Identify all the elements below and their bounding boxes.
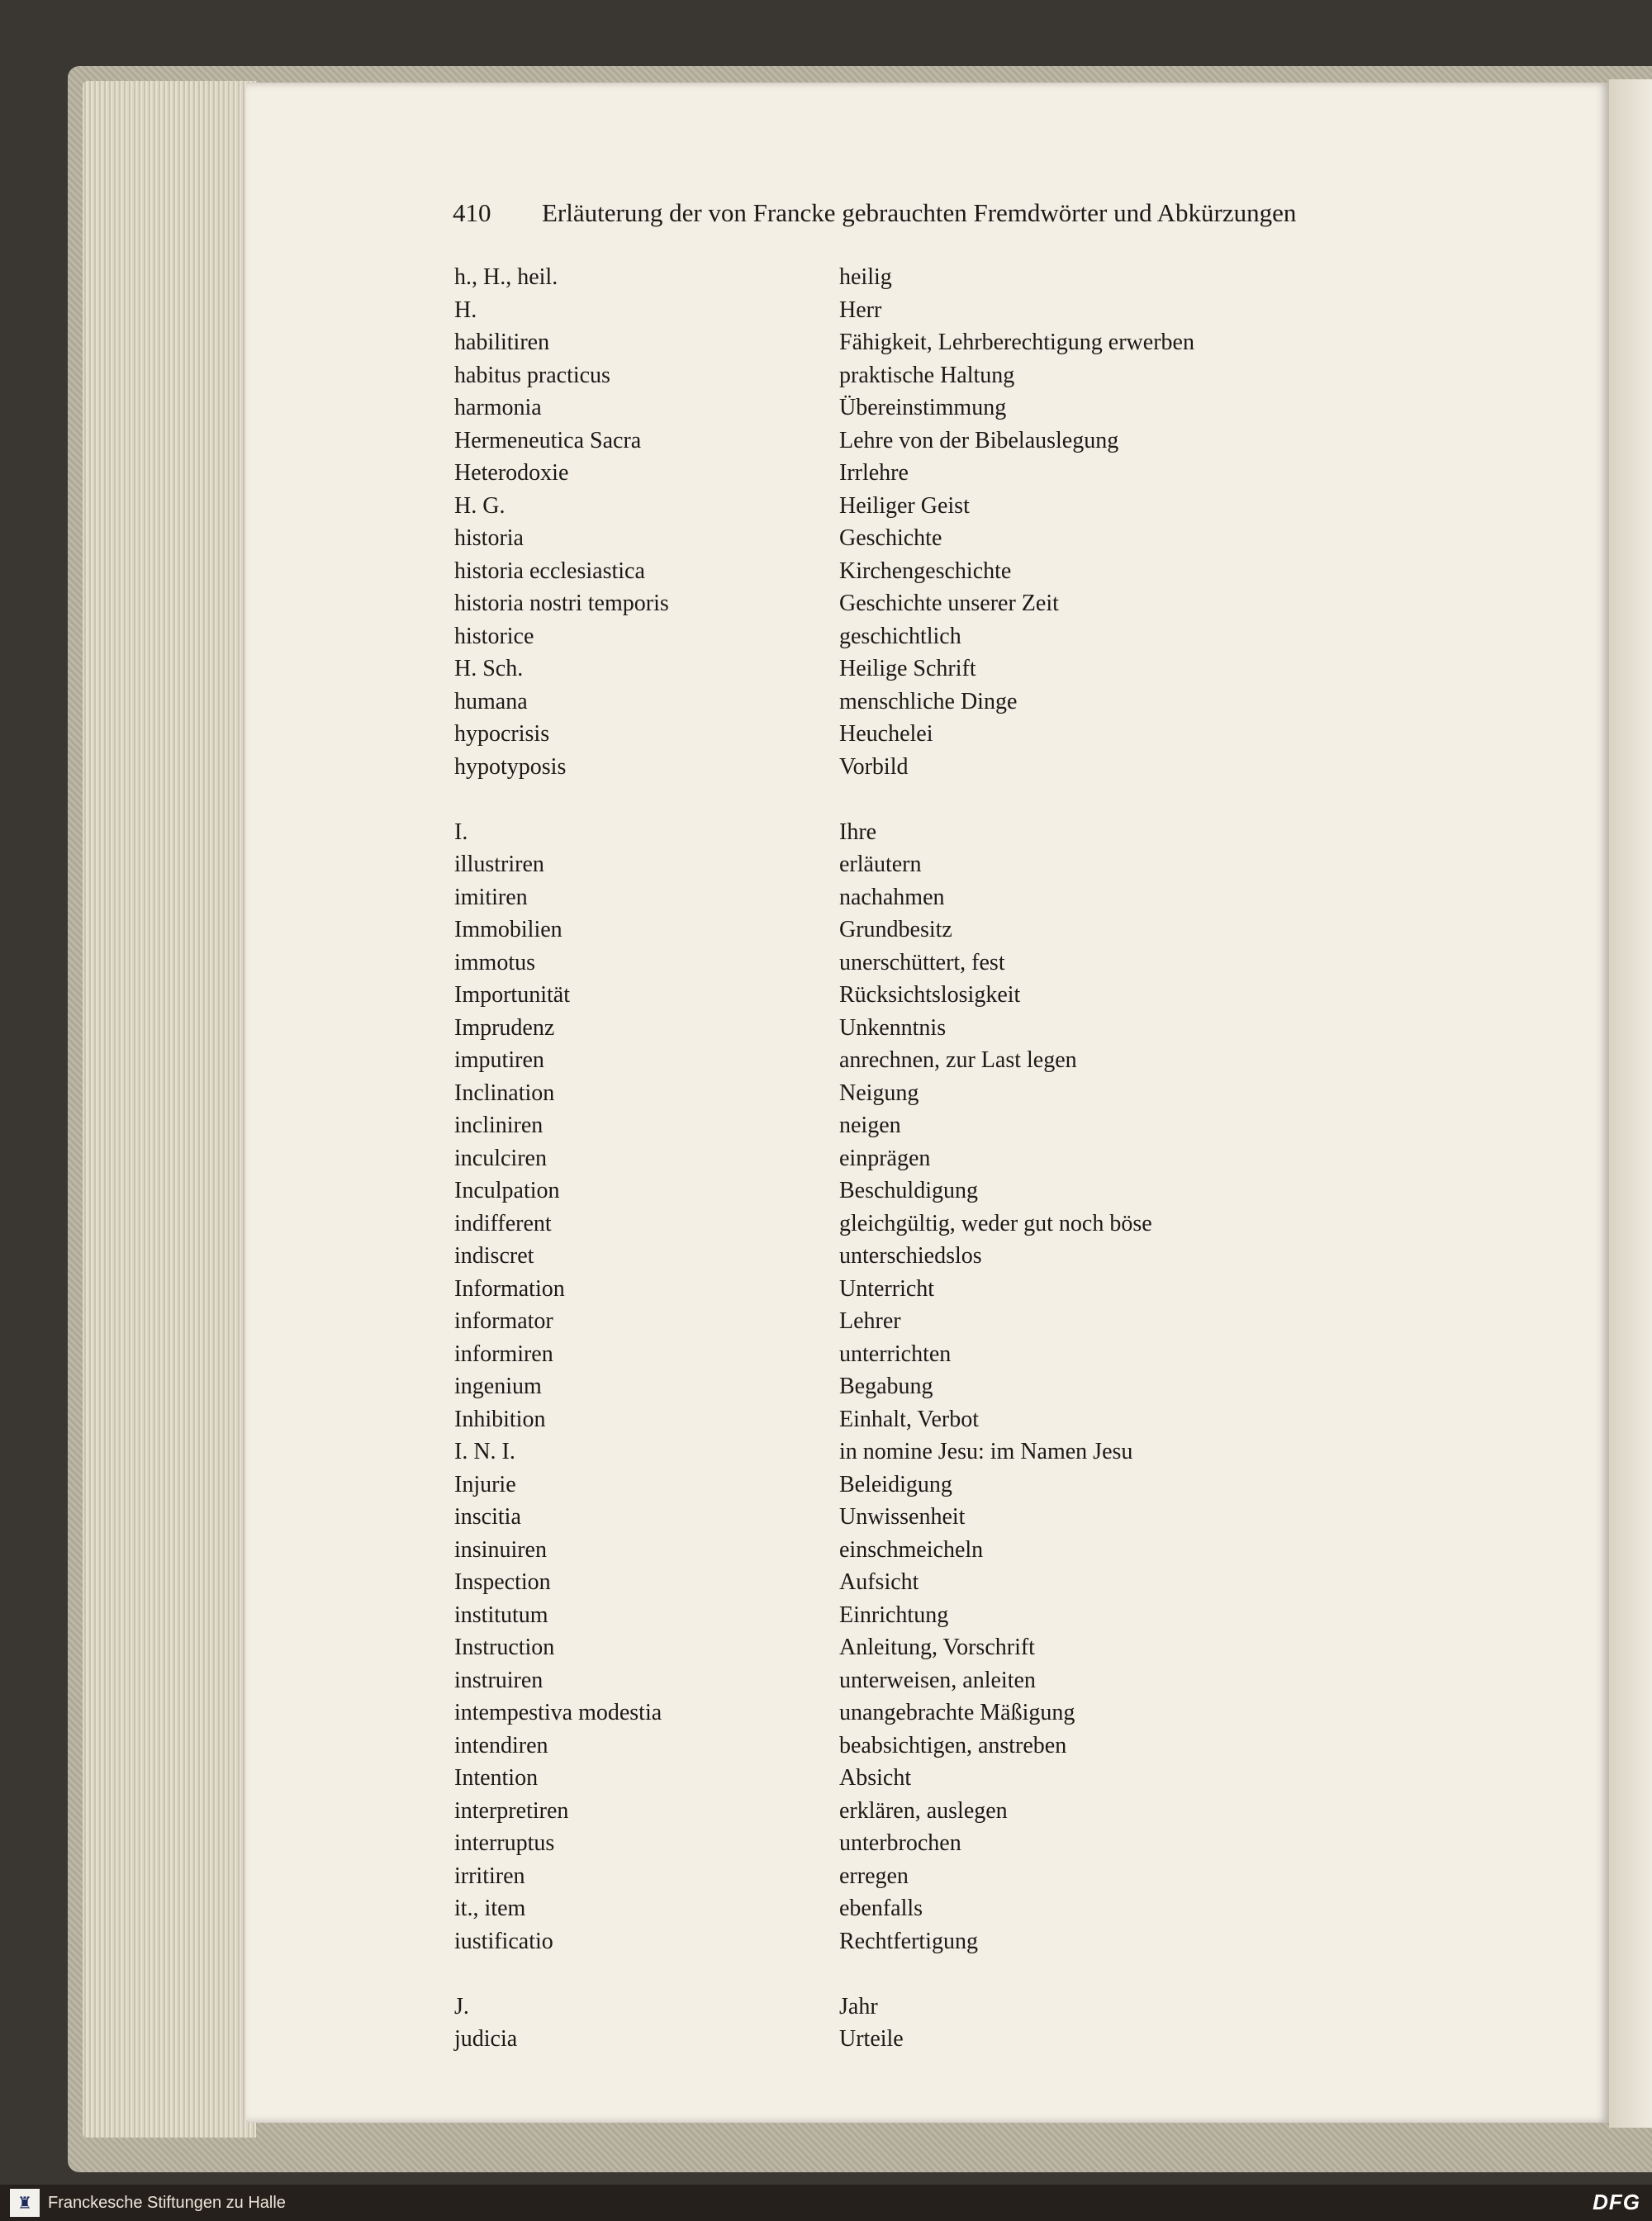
glossary-entry: [454, 363, 1446, 396]
glossary-entry: [454, 1863, 1446, 1896]
glossary-definition: Absicht: [839, 1765, 912, 1791]
glossary-entry: [454, 1896, 1446, 1929]
glossary-definition: unterbrochen: [839, 1830, 961, 1856]
glossary-definition: geschichtlich: [839, 624, 961, 649]
glossary-term: historice: [454, 624, 534, 649]
glossary-definition: Einrichtung: [839, 1602, 949, 1628]
glossary-term: I. N. I.: [454, 1439, 515, 1464]
glossary-definition: Unwissenheit: [839, 1504, 966, 1530]
glossary-entry: [454, 1308, 1446, 1341]
glossary-entry: [454, 885, 1446, 918]
glossary-term: irritiren: [454, 1863, 525, 1889]
glossary-definition: Ihre: [839, 819, 877, 845]
glossary-definition: Rechtfertigung: [839, 1929, 978, 1954]
glossary-term: habitus practicus: [454, 363, 610, 388]
glossary-definition: unterschiedslos: [839, 1243, 982, 1269]
glossary-entry: [454, 917, 1446, 950]
glossary-definition: Beleidigung: [839, 1472, 952, 1497]
glossary-entry: [454, 460, 1446, 493]
glossary-definition: einschmeicheln: [839, 1537, 984, 1563]
glossary-term: imitiren: [454, 885, 528, 910]
glossary-term: Instruction: [454, 1635, 555, 1660]
glossary-definition: nachahmen: [839, 885, 945, 910]
glossary-term: informiren: [454, 1341, 553, 1367]
glossary-definition: Herr: [839, 297, 882, 323]
glossary-definition: erklären, auslegen: [839, 1798, 1008, 1824]
glossary-term: insinuiren: [454, 1537, 547, 1563]
glossary-term: interruptus: [454, 1830, 555, 1856]
glossary-list: [454, 264, 1446, 2052]
glossary-definition: Unterricht: [839, 1276, 935, 1302]
glossary-entry: [454, 1569, 1446, 1602]
glossary-term: hypotyposis: [454, 754, 567, 780]
glossary-definition: unterweisen, anleiten: [839, 1668, 1036, 1693]
page-edges: [83, 81, 256, 2138]
glossary-term: humana: [454, 689, 528, 714]
glossary-entry: [454, 297, 1446, 330]
glossary-entry: [454, 1700, 1446, 1733]
institution-logo-icon: ♜: [10, 2189, 40, 2217]
glossary-entry: [454, 1765, 1446, 1798]
glossary-definition: ebenfalls: [839, 1896, 923, 1921]
glossary-term: indifferent: [454, 1211, 552, 1236]
page-title: Erläuterung der von Francke gebrauchten Fremdwörter und Abkürzungen: [542, 198, 1297, 227]
glossary-term: H. G.: [454, 493, 506, 519]
glossary-term: interpretiren: [454, 1798, 569, 1824]
glossary-term: Imprudenz: [454, 1015, 555, 1041]
glossary-entry: [454, 721, 1446, 754]
glossary-term: ingenium: [454, 1374, 542, 1399]
glossary-definition: Einhalt, Verbot: [839, 1407, 980, 1432]
glossary-entry: [454, 1047, 1446, 1080]
glossary-term: informator: [454, 1308, 553, 1334]
glossary-term: illustriren: [454, 852, 544, 877]
glossary-entry: [454, 656, 1446, 689]
glossary-entry: [454, 591, 1446, 624]
glossary-definition: Aufsicht: [839, 1569, 919, 1595]
glossary-term: Inculpation: [454, 1178, 560, 1203]
glossary-definition: Vorbild: [839, 754, 909, 780]
glossary-entry: [454, 2026, 1446, 2059]
glossary-definition: Heuchelei: [839, 721, 933, 747]
glossary-definition: praktische Haltung: [839, 363, 1015, 388]
glossary-definition: neigen: [839, 1113, 901, 1138]
glossary-term: historia: [454, 525, 524, 551]
glossary-definition: Rücksichtslosigkeit: [839, 982, 1021, 1008]
glossary-term: J.: [454, 1994, 469, 2019]
glossary-definition: Geschichte: [839, 525, 942, 551]
glossary-definition: unerschüttert, fest: [839, 950, 1005, 975]
glossary-definition: unangebrachte Mäßigung: [839, 1700, 1075, 1725]
glossary-definition: erregen: [839, 1863, 909, 1889]
glossary-term: H.: [454, 297, 477, 323]
glossary-definition: Fähigkeit, Lehrberechtigung erwerben: [839, 330, 1194, 355]
glossary-entry: [454, 689, 1446, 722]
glossary-definition: gleichgültig, weder gut noch böse: [839, 1211, 1152, 1236]
glossary-definition: Irrlehre: [839, 460, 909, 486]
glossary-entry: [454, 1668, 1446, 1701]
glossary-term: judicia: [454, 2026, 518, 2052]
glossary-entry: [454, 1472, 1446, 1505]
glossary-definition: heilig: [839, 264, 892, 290]
glossary-entry: [454, 1276, 1446, 1309]
glossary-definition: erläutern: [839, 852, 922, 877]
glossary-definition: Geschichte unserer Zeit: [839, 591, 1059, 616]
glossary-entry: [454, 1146, 1446, 1179]
glossary-definition: Anleitung, Vorschrift: [839, 1635, 1035, 1660]
glossary-term: institutum: [454, 1602, 548, 1628]
glossary-definition: Grundbesitz: [839, 917, 952, 942]
glossary-definition: Lehrer: [839, 1308, 901, 1334]
glossary-entry: [454, 1602, 1446, 1635]
glossary-term: Immobilien: [454, 917, 563, 942]
glossary-entry: [454, 1080, 1446, 1113]
glossary-term: H. Sch.: [454, 656, 524, 681]
glossary-definition: in nomine Jesu: im Namen Jesu: [839, 1439, 1133, 1464]
glossary-term: Hermeneutica Sacra: [454, 428, 642, 453]
dfg-logo: DFG: [1593, 2190, 1640, 2214]
glossary-definition: beabsichtigen, anstreben: [839, 1733, 1067, 1758]
glossary-term: Inhibition: [454, 1407, 546, 1432]
glossary-term: instruiren: [454, 1668, 544, 1693]
glossary-term: inculciren: [454, 1146, 547, 1171]
glossary-definition: Beschuldigung: [839, 1178, 978, 1203]
glossary-entry: [454, 1015, 1446, 1048]
glossary-entry: [454, 1113, 1446, 1146]
glossary-entry: [454, 852, 1446, 885]
glossary-entry: [454, 1374, 1446, 1407]
glossary-entry: [454, 395, 1446, 428]
glossary-entry: [454, 558, 1446, 591]
glossary-term: Injurie: [454, 1472, 516, 1497]
glossary-entry: [454, 1537, 1446, 1570]
glossary-term: Inclination: [454, 1080, 555, 1106]
glossary-entry: [454, 1504, 1446, 1537]
glossary-definition: Begabung: [839, 1374, 933, 1399]
glossary-term: I.: [454, 819, 468, 845]
glossary-term: intempestiva modestia: [454, 1700, 662, 1725]
glossary-definition: Urteile: [839, 2026, 904, 2052]
glossary-term: iustificatio: [454, 1929, 553, 1954]
glossary-definition: Lehre von der Bibelauslegung: [839, 428, 1119, 453]
glossary-entry: [454, 950, 1446, 983]
glossary-definition: Heiliger Geist: [839, 493, 970, 519]
glossary-definition: Jahr: [839, 1994, 878, 2019]
page-number: 410: [453, 198, 491, 227]
glossary-definition: einprägen: [839, 1146, 931, 1171]
glossary-term: indiscret: [454, 1243, 534, 1269]
glossary-term: harmonia: [454, 395, 542, 420]
glossary-entry: [454, 1178, 1446, 1211]
glossary-definition: unterrichten: [839, 1341, 952, 1367]
glossary-term: hypocrisis: [454, 721, 550, 747]
glossary-definition: Kirchengeschichte: [839, 558, 1012, 584]
glossary-entry: [454, 1994, 1446, 2027]
glossary-term: Intention: [454, 1765, 539, 1791]
glossary-term: incliniren: [454, 1113, 544, 1138]
glossary-entry: [454, 330, 1446, 363]
glossary-term: habilitiren: [454, 330, 550, 355]
glossary-entry: [454, 982, 1446, 1015]
glossary-entry: [454, 1211, 1446, 1244]
glossary-entry: [454, 1407, 1446, 1440]
glossary-entry: [454, 1243, 1446, 1276]
glossary-term: historia nostri temporis: [454, 591, 669, 616]
glossary-term: h., H., heil.: [454, 264, 558, 290]
footer-label: Franckesche Stiftungen zu Halle: [48, 2194, 286, 2212]
glossary-term: intendiren: [454, 1733, 548, 1758]
glossary-term: Information: [454, 1276, 565, 1302]
glossary-entry: [454, 1439, 1446, 1472]
glossary-term: immotus: [454, 950, 536, 975]
glossary-entry: [454, 624, 1446, 657]
next-page-edge: [1609, 79, 1652, 2128]
glossary-entry: [454, 1929, 1446, 1962]
glossary-entry: [454, 819, 1446, 852]
glossary-term: Inspection: [454, 1569, 551, 1595]
glossary-entry: [454, 1830, 1446, 1863]
glossary-definition: Neigung: [839, 1080, 919, 1106]
glossary-term: inscitia: [454, 1504, 521, 1530]
glossary-entry: [454, 1341, 1446, 1374]
glossary-entry: [454, 428, 1446, 461]
footer-bar: [0, 2185, 1652, 2221]
glossary-definition: Übereinstimmung: [839, 395, 1007, 420]
glossary-entry: [454, 754, 1446, 787]
glossary-entry: [454, 1733, 1446, 1766]
running-header: [453, 198, 1444, 228]
glossary-term: it., item: [454, 1896, 526, 1921]
glossary-definition: Unkenntnis: [839, 1015, 947, 1041]
glossary-term: Importunität: [454, 982, 570, 1008]
glossary-definition: Heilige Schrift: [839, 656, 976, 681]
glossary-entry: [454, 525, 1446, 558]
glossary-entry: [454, 493, 1446, 526]
glossary-term: Heterodoxie: [454, 460, 569, 486]
glossary-entry: [454, 264, 1446, 297]
glossary-definition: anrechnen, zur Last legen: [839, 1047, 1077, 1073]
glossary-entry: [454, 1798, 1446, 1831]
glossary-entry: [454, 1635, 1446, 1668]
glossary-definition: menschliche Dinge: [839, 689, 1018, 714]
glossary-term: historia ecclesiastica: [454, 558, 645, 584]
glossary-term: imputiren: [454, 1047, 544, 1073]
